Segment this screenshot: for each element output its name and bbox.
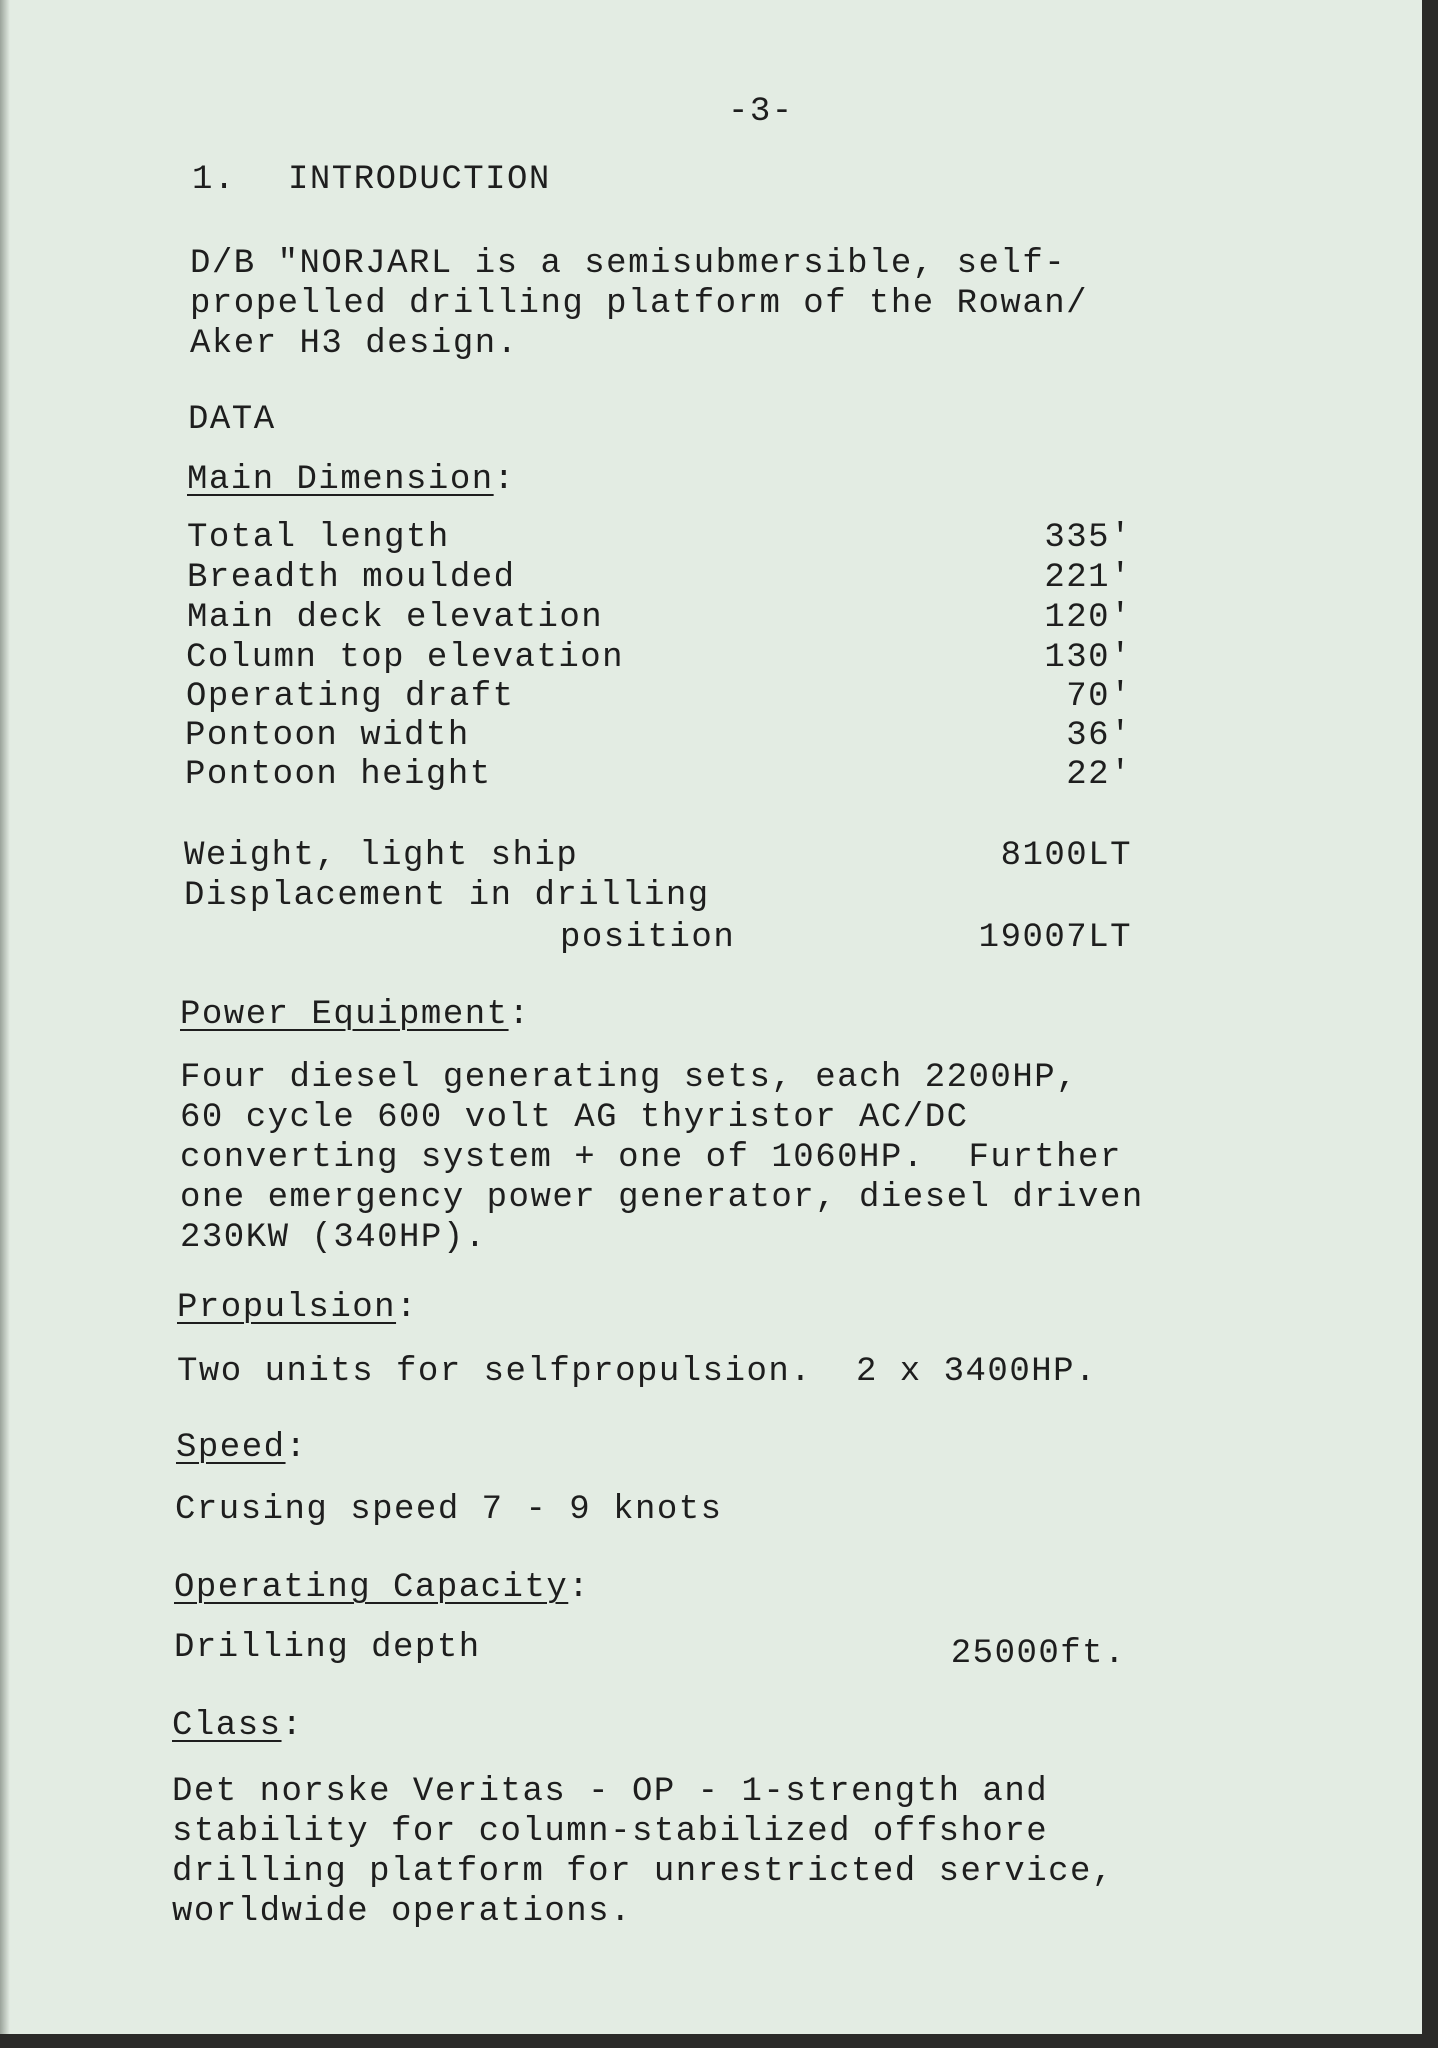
power-line: 230KW (340HP). <box>180 1219 487 1257</box>
class-line: drilling platform for unrestricted service, <box>172 1853 1114 1891</box>
drilling-depth-label: Drilling depth <box>174 1629 481 1667</box>
page-number: -3- <box>728 93 794 131</box>
class-heading <box>172 1706 303 1746</box>
power-equipment-heading <box>180 995 530 1035</box>
scan-edge-shadow <box>0 0 10 2034</box>
main-dimension-heading-text: Main Dimension <box>187 461 494 499</box>
dimension-value: 120' <box>1044 599 1132 637</box>
intro-line: Aker H3 design. <box>190 325 519 363</box>
speed-heading <box>176 1428 307 1468</box>
dimension-value: 221' <box>1044 559 1132 597</box>
class-heading-text: Class <box>172 1707 282 1745</box>
propulsion-heading-text: Propulsion <box>177 1289 397 1327</box>
intro-line: D/B "NORJARL is a semisubmersible, self- <box>190 245 1067 283</box>
operating-capacity-heading-text: Operating Capacity <box>174 1569 569 1607</box>
power-equipment-heading-text: Power Equipment <box>180 996 509 1034</box>
operating-capacity-heading <box>174 1568 590 1608</box>
section-title: INTRODUCTION <box>288 161 551 199</box>
dimension-value: 70' <box>1066 678 1132 716</box>
dimension-label: Pontoon height <box>185 756 492 794</box>
weight-value: 8100LT <box>1000 837 1132 875</box>
dimension-label: Total length <box>187 519 450 557</box>
main-dimension-heading <box>187 460 516 500</box>
dimension-label: Operating draft <box>186 678 515 716</box>
speed-heading-text: Speed <box>176 1429 286 1467</box>
weight-label: Weight, light ship <box>184 837 579 875</box>
dimension-label: Pontoon width <box>185 717 470 755</box>
power-line: converting system + one of 1060HP. Further <box>180 1139 1122 1177</box>
power-line: 60 cycle 600 volt AG thyristor AC/DC <box>180 1099 969 1137</box>
heading-colon: : <box>493 461 516 499</box>
power-line: one emergency power generator, diesel driven <box>180 1179 1144 1217</box>
heading-colon: : <box>568 1569 591 1607</box>
dimension-value: 22' <box>1066 756 1132 794</box>
displacement-label: Displacement in drilling <box>184 877 710 915</box>
heading-colon: : <box>285 1429 308 1467</box>
propulsion-text: Two units for selfpropulsion. 2 x 3400HP. <box>177 1353 1097 1391</box>
heading-colon: : <box>508 996 531 1034</box>
power-line: Four diesel generating sets, each 2200HP, <box>180 1059 1079 1097</box>
data-heading: DATA <box>188 401 276 439</box>
dimension-value: 335' <box>1044 519 1132 557</box>
heading-colon: : <box>396 1289 418 1327</box>
dimension-label: Breadth moulded <box>187 559 516 597</box>
dimension-label: Column top elevation <box>186 639 625 677</box>
dimension-value: 36' <box>1066 717 1132 755</box>
heading-colon: : <box>281 1707 304 1745</box>
dimension-label: Main deck elevation <box>187 599 604 637</box>
dimension-value: 130' <box>1044 639 1132 677</box>
class-line: worldwide operations. <box>172 1893 632 1931</box>
section-number: 1. <box>192 161 236 199</box>
displacement-label-continued: position <box>560 919 736 957</box>
class-line: Det norske Veritas - OP - 1-strength and <box>172 1773 1049 1811</box>
propulsion-heading <box>177 1288 418 1328</box>
speed-text: Crusing speed 7 - 9 knots <box>175 1491 723 1529</box>
class-line: stability for column-stabilized offshore <box>172 1813 1049 1851</box>
drilling-depth-value: 25000ft. <box>950 1635 1126 1673</box>
intro-line: propelled drilling platform of the Rowan/ <box>190 285 1089 323</box>
displacement-value: 19007LT <box>978 919 1132 957</box>
